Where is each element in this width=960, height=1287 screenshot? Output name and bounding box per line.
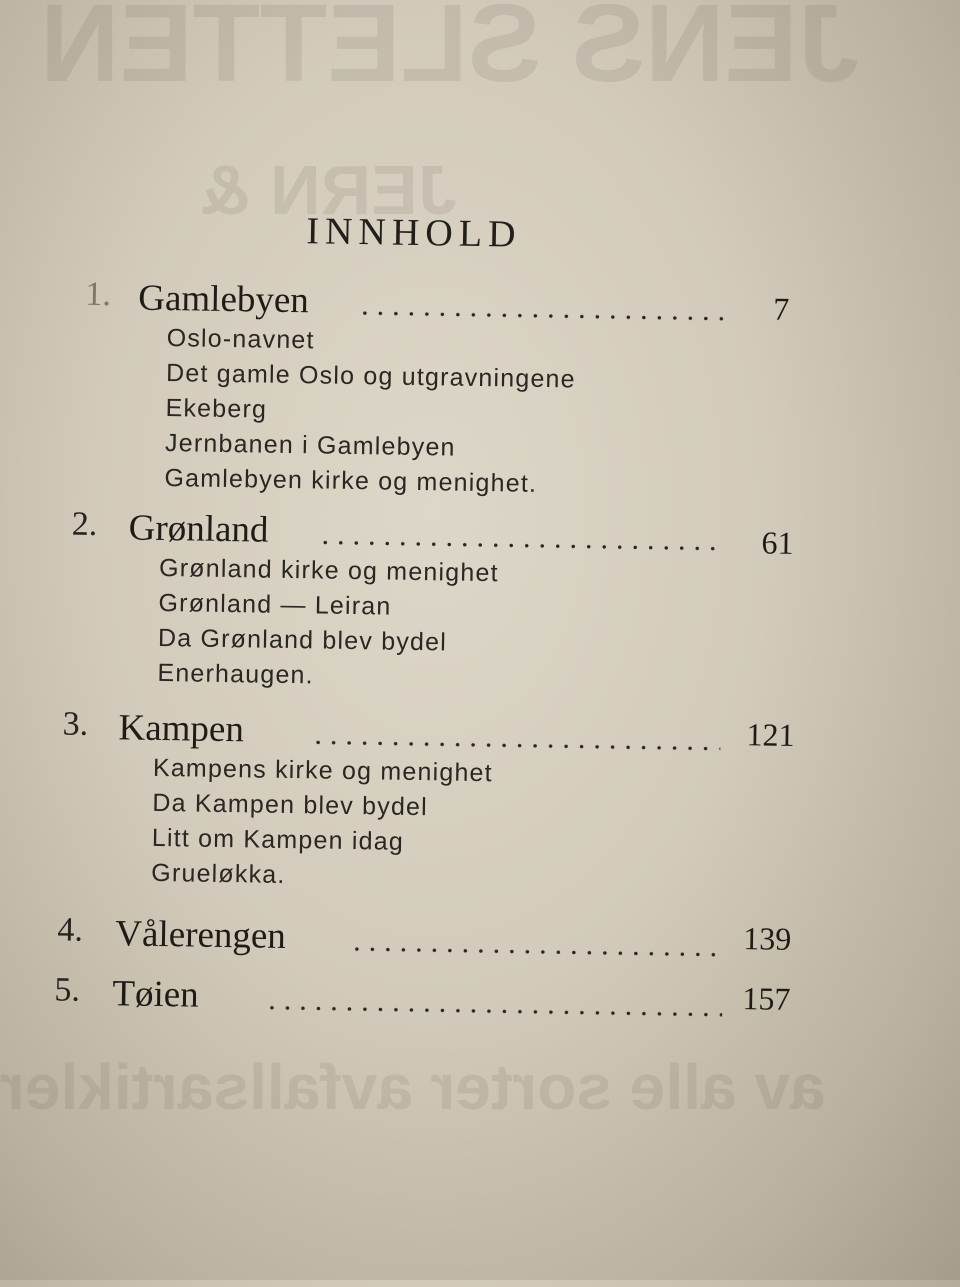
chapter-title: Kampen [118,707,245,751]
dot-leader [310,739,720,751]
show-through-lower: av alle sorter avfallsartikler [0,1051,826,1123]
subsection-item: Grueløkka. [151,858,286,889]
chapter-number: 3. [62,705,89,743]
dot-leader [357,310,727,322]
subsection-item: Da Kampen blev bydel [152,788,429,822]
chapter-page-number: 61 [761,524,794,561]
show-through-middle: JERN & [200,151,457,229]
subsection-list [164,321,576,502]
subsection-item: Da Grønland blev bydel [157,623,448,657]
subsection-item: Gamlebyen kirke og menighet. [164,464,538,498]
subsection-item: Grønland kirke og menighet [158,553,499,588]
chapter-row [5,275,960,334]
chapter-number: 2. [71,505,98,543]
chapter-title: Tøien [112,973,200,1016]
chapter-title: Grønland [128,507,269,551]
chapter-page-number: 121 [746,716,795,753]
chapter-page-number: 139 [743,920,792,957]
subsection-item: Jernbanen i Gamlebyen [164,429,456,462]
chapter-number: 1. [85,275,112,314]
subsection-item: Grønland — Leiran [158,588,392,621]
chapter-page-number: 7 [772,290,790,327]
chapter-number: 5. [54,971,81,1009]
subsection-list [151,751,493,896]
chapter-row [0,704,959,763]
chapter-5 [0,970,955,1029]
chapter-row [0,910,956,969]
show-through-top: JENS SLETTEN [40,0,860,105]
chapter-row [0,970,955,1029]
chapter-2 [1,504,960,690]
chapter-title: Gamlebyen [138,277,310,322]
chapter-4 [0,910,956,969]
subsection-item: Litt om Kampen idag [151,823,405,856]
chapter-number: 4. [57,911,84,949]
subsection-item: Det gamle Oslo og utgravningene [165,359,576,394]
subsection-item: Enerhaugen. [157,658,315,690]
subsection-item: Ekeberg [165,394,268,424]
chapter-row [1,504,960,563]
subsection-list [157,551,499,696]
chapter-3 [0,704,959,889]
subsection-item: Oslo-navnet [166,324,315,355]
dot-leader [349,946,721,958]
contents-heading: INNHOLD [306,210,522,256]
dot-leader [264,1005,722,1018]
subsection-item: Kampens kirke og menighet [152,753,494,788]
chapter-1 [5,275,960,498]
dot-leader [317,539,723,551]
chapter-page-number: 157 [742,980,791,1017]
chapter-title: Vålerengen [115,913,287,957]
